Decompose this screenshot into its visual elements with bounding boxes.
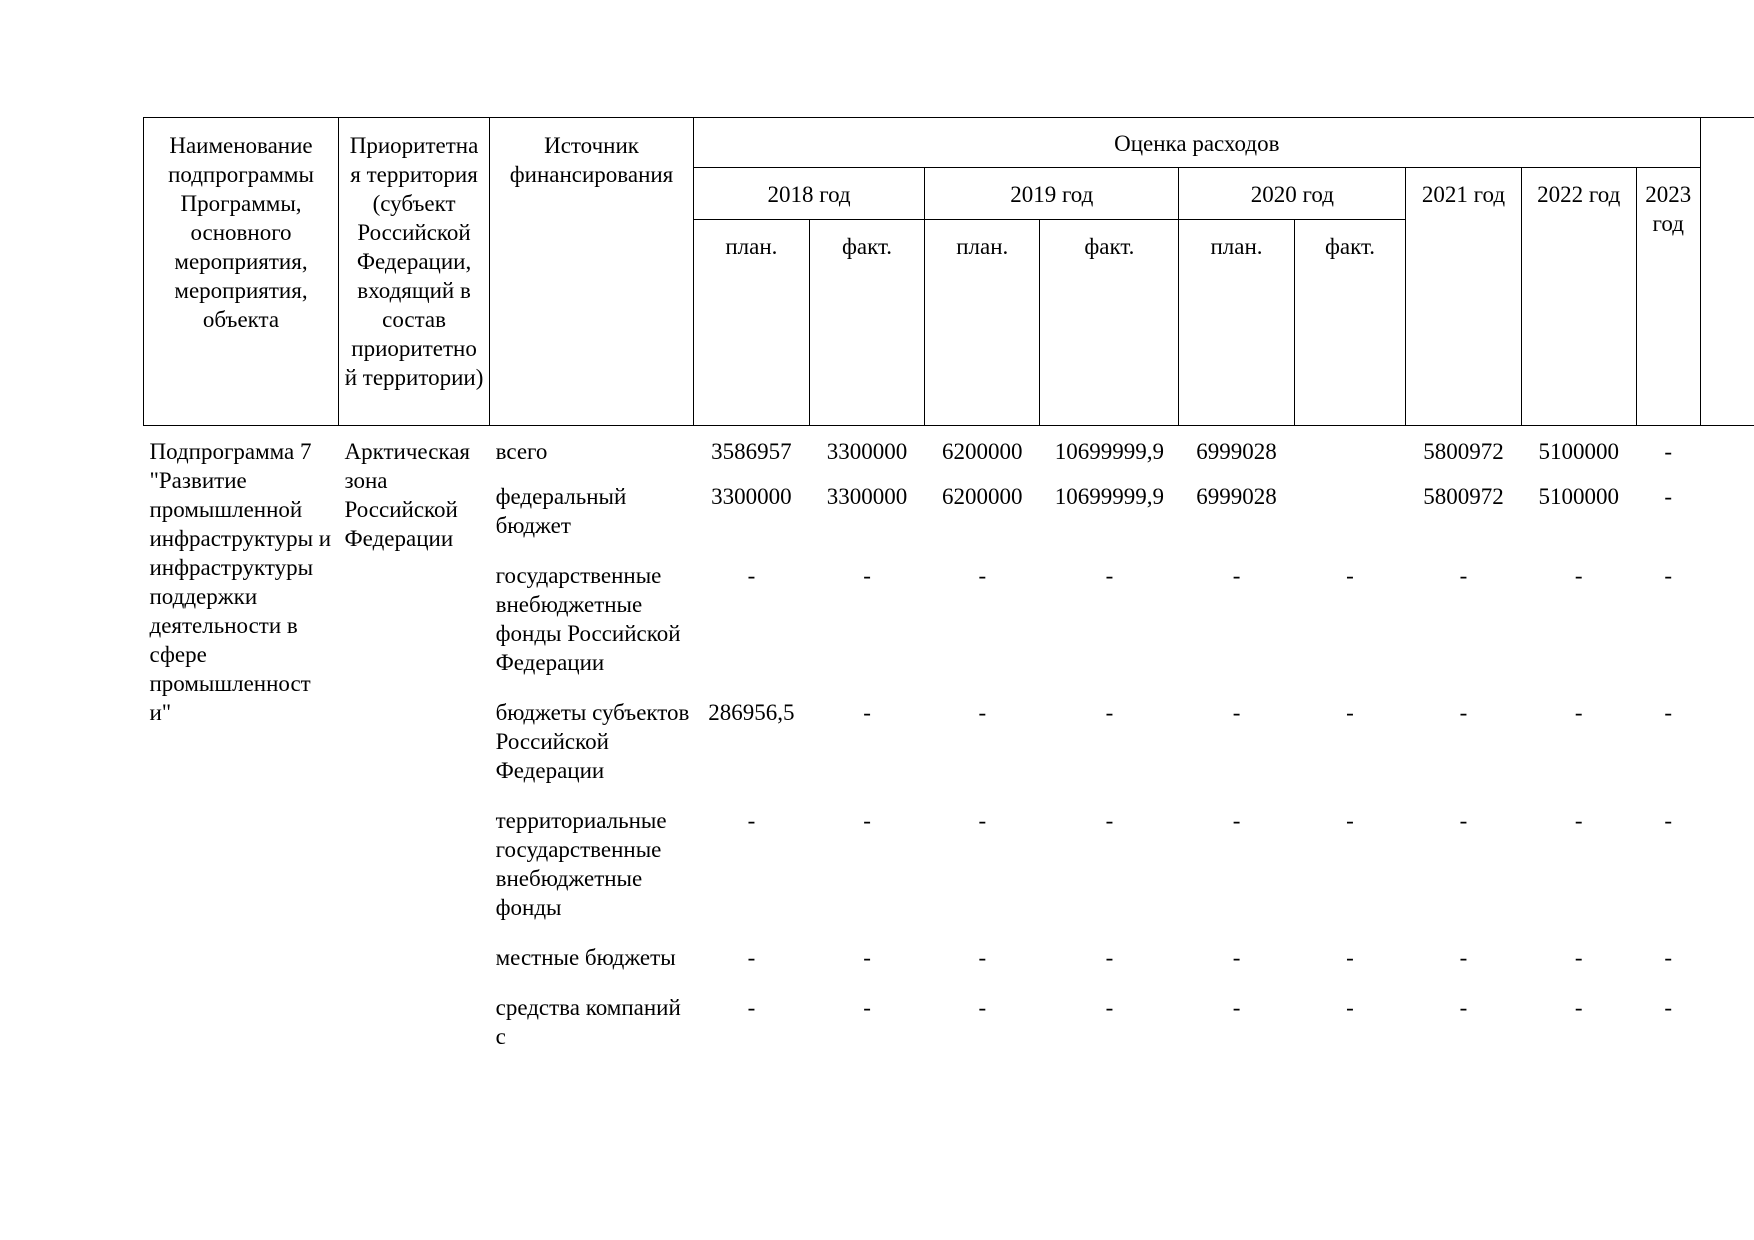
value-2020-plan: - (1232, 995, 1241, 1020)
value-2019-plan: - (978, 563, 987, 588)
cut-off-cell (1700, 426, 1754, 1073)
header-2018-fact: факт. (809, 220, 924, 426)
header-2019-fact: факт. (1040, 220, 1179, 426)
value-2022: - (1574, 945, 1583, 970)
source-cell: бюджеты субъектов Российской Федерации (495, 700, 690, 783)
value-2021: - (1459, 995, 1468, 1020)
value-2020-plan: 6999028 (1196, 439, 1277, 464)
value-2020-plan: - (1232, 563, 1241, 588)
table-row (144, 426, 1754, 483)
value-2018-plan: 3586957 (711, 439, 792, 464)
value-2022: - (1574, 808, 1583, 833)
value-2020-fact: - (1346, 945, 1354, 970)
source-cell: государственные внебюджетные фонды Российской Федерации (495, 563, 681, 675)
value-2022: - (1574, 995, 1583, 1020)
value-2020-plan: - (1232, 808, 1241, 833)
header-year-2023: 2023 год (1636, 168, 1700, 426)
value-2018-plan: 286956,5 (708, 700, 795, 725)
value-2018-fact: - (863, 563, 871, 588)
value-2021: - (1459, 808, 1468, 833)
value-2023: - (1664, 808, 1673, 833)
header-year-2022: 2022 год (1521, 168, 1636, 426)
value-2021: 5800972 (1423, 484, 1504, 509)
header-2018-plan: план. (693, 220, 809, 426)
header-cut-off-column (1700, 118, 1754, 426)
value-2022: - (1574, 563, 1583, 588)
header-funding-source: Источник финансирования (490, 118, 694, 426)
value-2020-fact: - (1346, 563, 1354, 588)
source-cell: территориальные государственные внебюджетные фонды (495, 808, 667, 920)
value-2019-plan: - (978, 808, 987, 833)
value-2018-plan: - (747, 808, 756, 833)
value-2019-fact: - (1105, 700, 1114, 725)
header-year-2020: 2020 год (1179, 168, 1406, 220)
source-cell: федеральный бюджет (495, 484, 627, 538)
value-2023: - (1664, 563, 1673, 588)
header-priority-territory: Приоритетна я территория (субъект Российской Федерации, входящий в состав приоритетно й территории) (339, 118, 490, 426)
value-2020-fact (1294, 426, 1406, 483)
value-2019-fact: - (1105, 808, 1114, 833)
value-2019-plan: - (978, 995, 987, 1020)
value-2021: - (1459, 945, 1468, 970)
header-program-name: Наименование подпрограммы Программы, основного мероприятия, мероприятия, объекта (144, 118, 339, 426)
value-2019-fact: 10699999,9 (1054, 484, 1165, 509)
value-2021: - (1459, 700, 1468, 725)
value-2020-plan: - (1232, 700, 1241, 725)
source-cell: местные бюджеты (495, 945, 676, 970)
value-2022: 5100000 (1538, 484, 1619, 509)
value-2020-fact (1294, 482, 1406, 561)
value-2023: - (1664, 484, 1673, 509)
value-2020-plan: 6999028 (1196, 484, 1277, 509)
value-2018-fact: - (863, 700, 871, 725)
program-name-cell: Подпрограмма 7 "Развитие промышленной инфраструктуры и инфраструктуры поддержки деятельности в сфере промышленност и" (149, 439, 332, 725)
value-2019-fact: - (1105, 563, 1114, 588)
value-2023: - (1664, 700, 1673, 725)
value-2019-plan: - (978, 700, 987, 725)
value-2018-fact: - (863, 945, 871, 970)
header-year-2018: 2018 год (693, 168, 924, 220)
value-2018-fact: - (863, 808, 871, 833)
header-2020-fact: факт. (1294, 220, 1406, 426)
header-year-2019: 2019 год (925, 168, 1179, 220)
territory-cell: Арктическая зона Российской Федерации (344, 439, 471, 551)
value-2020-fact: - (1346, 995, 1354, 1020)
header-2020-plan: план. (1179, 220, 1294, 426)
source-cell: всего (495, 439, 548, 464)
value-2019-plan: - (978, 945, 987, 970)
value-2023: - (1664, 995, 1673, 1020)
value-2018-fact: - (863, 995, 871, 1020)
header-expense-estimate: Оценка расходов (693, 118, 1700, 168)
value-2019-fact: - (1105, 945, 1114, 970)
expense-estimate-table (143, 117, 1754, 1072)
value-2023: - (1664, 439, 1673, 464)
value-2018-fact: 3300000 (826, 484, 908, 509)
value-2020-fact: - (1346, 700, 1354, 725)
value-2020-plan: - (1232, 945, 1241, 970)
value-2019-fact: 10699999,9 (1054, 439, 1165, 464)
value-2022: 5100000 (1538, 439, 1619, 464)
header-2019-plan: план. (925, 220, 1040, 426)
value-2018-plan: - (747, 995, 756, 1020)
value-2020-fact: - (1346, 808, 1354, 833)
value-2019-plan: 6200000 (942, 484, 1023, 509)
value-2018-plan: 3300000 (711, 484, 792, 509)
value-2019-fact: - (1105, 995, 1114, 1020)
value-2018-fact: 3300000 (826, 439, 908, 464)
value-2018-plan: - (747, 563, 756, 588)
value-2021: 5800972 (1423, 439, 1504, 464)
value-2021: - (1459, 563, 1468, 588)
value-2018-plan: - (747, 945, 756, 970)
header-year-2021: 2021 год (1406, 168, 1521, 426)
value-2019-plan: 6200000 (942, 439, 1023, 464)
value-2022: - (1574, 700, 1583, 725)
source-cell: средства компаний с (495, 995, 681, 1049)
value-2023: - (1664, 945, 1673, 970)
